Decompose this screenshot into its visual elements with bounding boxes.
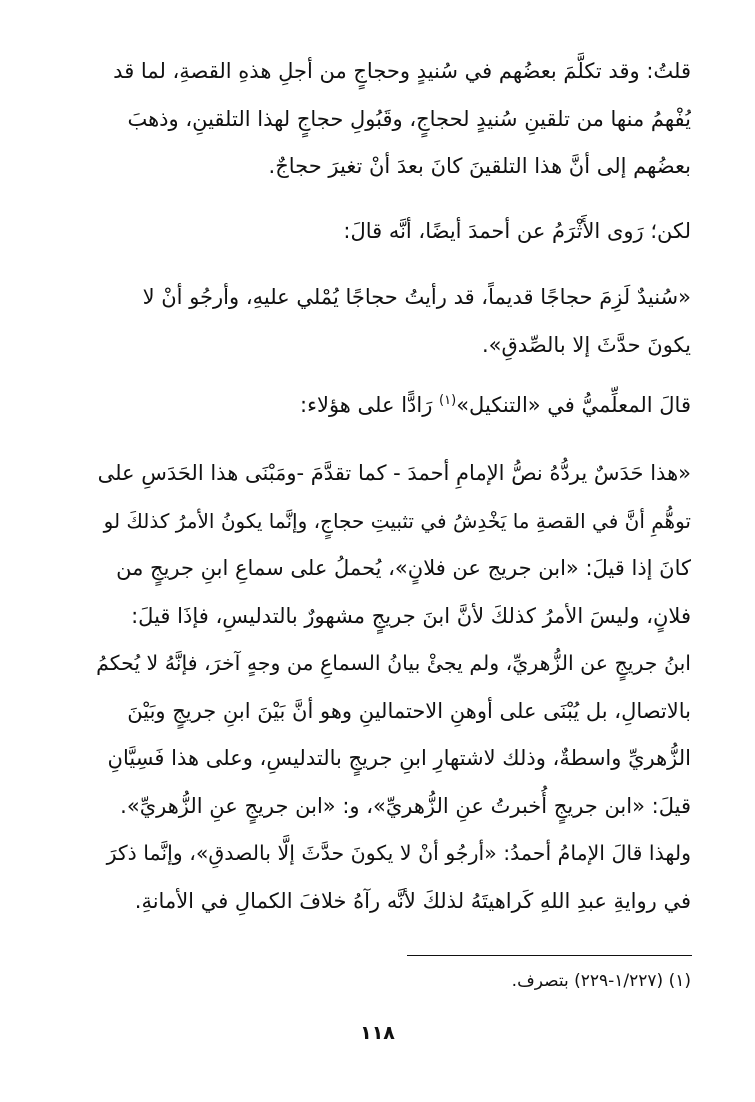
quote-paragraph xyxy=(96,274,691,369)
paragraph-line: كانَ إذا قيلَ: «ابن جريج عن فلانٍ»، يُحملُ على سماعِ ابنِ جريجٍ من xyxy=(116,556,691,580)
page-number: ١١٨ xyxy=(360,1022,395,1044)
paragraph-line: لكن؛ رَوى الأَثْرَمُ عن أحمدَ أيضًا، أنَّه قالَ: xyxy=(343,219,691,243)
paragraph-line: بالاتصالِ، بل يُبْنَى على أوهنِ الاحتمالينِ وهو أنَّ بَيْنَ ابنِ جريجٍ وبَيْنَ xyxy=(127,698,691,723)
paragraph-4 xyxy=(96,382,691,430)
paragraph-line: الزُّهريِّ واسطةٌ، وذلك لاشتهارِ ابنِ جريجٍ بالتدليسِ، وعلى هذا فَسِيَّانِ xyxy=(107,746,691,770)
paragraph-line: «هذا حَدَسٌ يردُّهُ نصُّ الإمامِ أحمدَ - كما تقدَّمَ -ومَبْنَى هذا الحَدَسِ على xyxy=(97,461,691,485)
footnote xyxy=(512,967,691,995)
paragraph-line: فلانٍ، وليسَ الأمرُ كذلكَ لأنَّ ابنَ جريجٍ مشهورٌ بالتدليسِ، فإذَا قيلَ: xyxy=(131,603,691,628)
paragraph-text: رَادًّا على هؤلاء: xyxy=(300,393,440,417)
paragraph-text: قالَ المعلِّميُّ في «التنكيل» xyxy=(456,393,691,417)
footnote-divider xyxy=(407,955,692,956)
paragraph-line: في روايةِ عبدِ اللهِ كَراهيتَهُ لذلكَ لأنَّه رآهُ خلافَ الكمالِ في الأمانةِ. xyxy=(134,888,691,913)
paragraph-1 xyxy=(96,48,691,191)
paragraph-line: بعضُهم إلى أنَّ هذا التلقينَ كانَ بعدَ أنْ تغيرَ حجاجٌ. xyxy=(268,154,691,178)
footnote-marker: (١) xyxy=(668,971,691,991)
paragraph-line: توهُّمِ أنَّ في القصةِ ما يَخْدِشُ في تثبيتِ حجاجٍ، وإنَّما يكونُ الأمرُ كذلكَ لو xyxy=(103,508,691,533)
footnote-ref: (١) xyxy=(439,393,457,408)
paragraph-line: «سُنيدٌ لَزِمَ حجاجًا قديماً، قد رأيتُ حجاجًا يُمْلي عليهِ، وأرجُو أنْ لا xyxy=(142,285,691,309)
paragraph-line: قلتُ: وقد تكلَّمَ بعضُهم في سُنيدٍ وحجاجٍ من أجلِ هذهِ القصةِ، لما قد xyxy=(113,59,691,83)
paragraph-line xyxy=(96,382,691,430)
paragraph-line: ابنُ جريجٍ عن الزُّهريِّ، ولم يجئْ بيانُ السماعِ من وجهٍ آخرَ، فإنَّهُ لا يُحكمُ xyxy=(96,651,691,675)
paragraph-line: ولهذا قالَ الإمامُ أحمدُ: «أرجُو أنْ لا يكونَ حدَّثَ إلَّا بالصدقِ»، وإنَّما ذكرَ xyxy=(106,841,691,865)
paragraph-line: يكونَ حدَّثَ إلا بالصِّدقِ». xyxy=(481,332,691,357)
paragraph-2 xyxy=(96,208,691,256)
footnote-text: (١/٢٢٧-٢٢٩) بتصرف. xyxy=(511,971,664,991)
long-quote-paragraph xyxy=(96,450,691,925)
paragraph-line: قيلَ: «ابن جريجٍ أُخبرتُ عنِ الزُّهريِّ»، و: «ابن جريجٍ عنِ الزُّهريِّ». xyxy=(120,793,691,818)
paragraph-line: يُفْهمُ منها من تلقينِ سُنيدٍ لحجاجٍ، وقَبُولِ حجاجٍ لهذا التلقينِ، وذهبَ xyxy=(127,106,691,131)
